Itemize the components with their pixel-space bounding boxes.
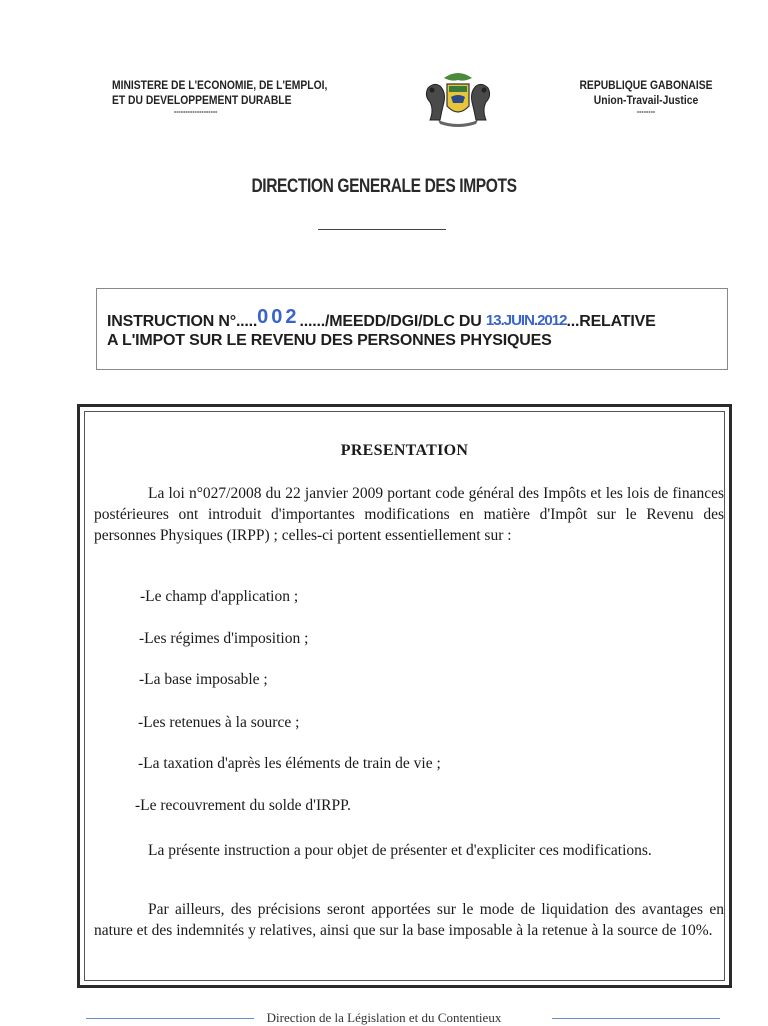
instruction-box: [96, 288, 728, 370]
presentation-title: PRESENTATION: [340, 442, 469, 459]
instruction-dots-3: ...: [566, 313, 580, 330]
presentation-box: [77, 404, 732, 988]
instruction-relative: RELATIVE: [579, 313, 656, 330]
ministry-header: [112, 78, 370, 116]
gabon-coat-of-arms-icon: [420, 70, 496, 130]
instruction-date: 13.JUIN.2012: [485, 312, 567, 329]
republic-dash: --------: [636, 107, 656, 116]
details-paragraph: [94, 899, 724, 941]
ministry-line-2: ET DU DEVELOPPEMENT DURABLE: [112, 93, 292, 107]
intro-text: La loi n°027/2008 du 22 janvier 2009 portant code général des Impôts et les lois de finances postérieures ont introduit d'importantes modifications en matière d'Impôt sur le Revenu des personnes Physiques (IRPP) ; celles-ci portent essentiellement sur :: [94, 485, 724, 544]
instruction-dots-2: ......: [299, 313, 326, 330]
ministry-dash: -------------------: [173, 107, 218, 116]
list-item: -Les retenues à la source ;: [138, 714, 300, 731]
purpose-paragraph: [94, 840, 724, 861]
ministry-line-1: MINISTERE DE L'ECONOMIE, DE L'EMPLOI,: [112, 78, 328, 92]
purpose-text: La présente instruction a pour objet de présenter et d'expliciter ces modifications.: [148, 842, 652, 859]
list-item: -Le champ d'application ;: [140, 588, 299, 605]
details-text: Par ailleurs, des précisions seront apportées sur le mode de liquidation des avantages en nature et des indemnités y relatives, ainsi que sur la base imposable à la retenue à la source de 10%.: [94, 901, 724, 939]
instruction-reference: /MEEDD/DGI/DLC DU: [325, 313, 486, 330]
instruction-prefix: INSTRUCTION N°: [107, 313, 236, 330]
republic-line-1: REPUBLIQUE GABONAISE: [579, 78, 713, 92]
intro-paragraph: [94, 483, 724, 546]
republic-header: [562, 78, 731, 116]
list-item: -La taxation d'après les éléments de train de vie ;: [138, 755, 441, 772]
instruction-line-2: A L'IMPOT SUR LE REVENU DES PERSONNES PHYSIQUES: [107, 332, 552, 349]
list-item: -La base imposable ;: [139, 671, 268, 688]
republic-motto: Union-Travail-Justice: [593, 93, 699, 107]
footer-text: Direction de la Législation et du Contentieux: [266, 1010, 502, 1025]
title-underline: [318, 229, 446, 230]
direction-title: DIRECTION GENERALE DES IMPOTS: [251, 176, 517, 197]
instruction-dots-1: .....: [235, 313, 258, 330]
list-item: -Les régimes d'imposition ;: [139, 630, 309, 647]
presentation-inner-frame: [84, 411, 725, 981]
instruction-line-1: [107, 306, 656, 332]
list-item: -Le recouvrement du solde d'IRPP.: [135, 797, 351, 814]
instruction-number: 002: [257, 306, 300, 328]
